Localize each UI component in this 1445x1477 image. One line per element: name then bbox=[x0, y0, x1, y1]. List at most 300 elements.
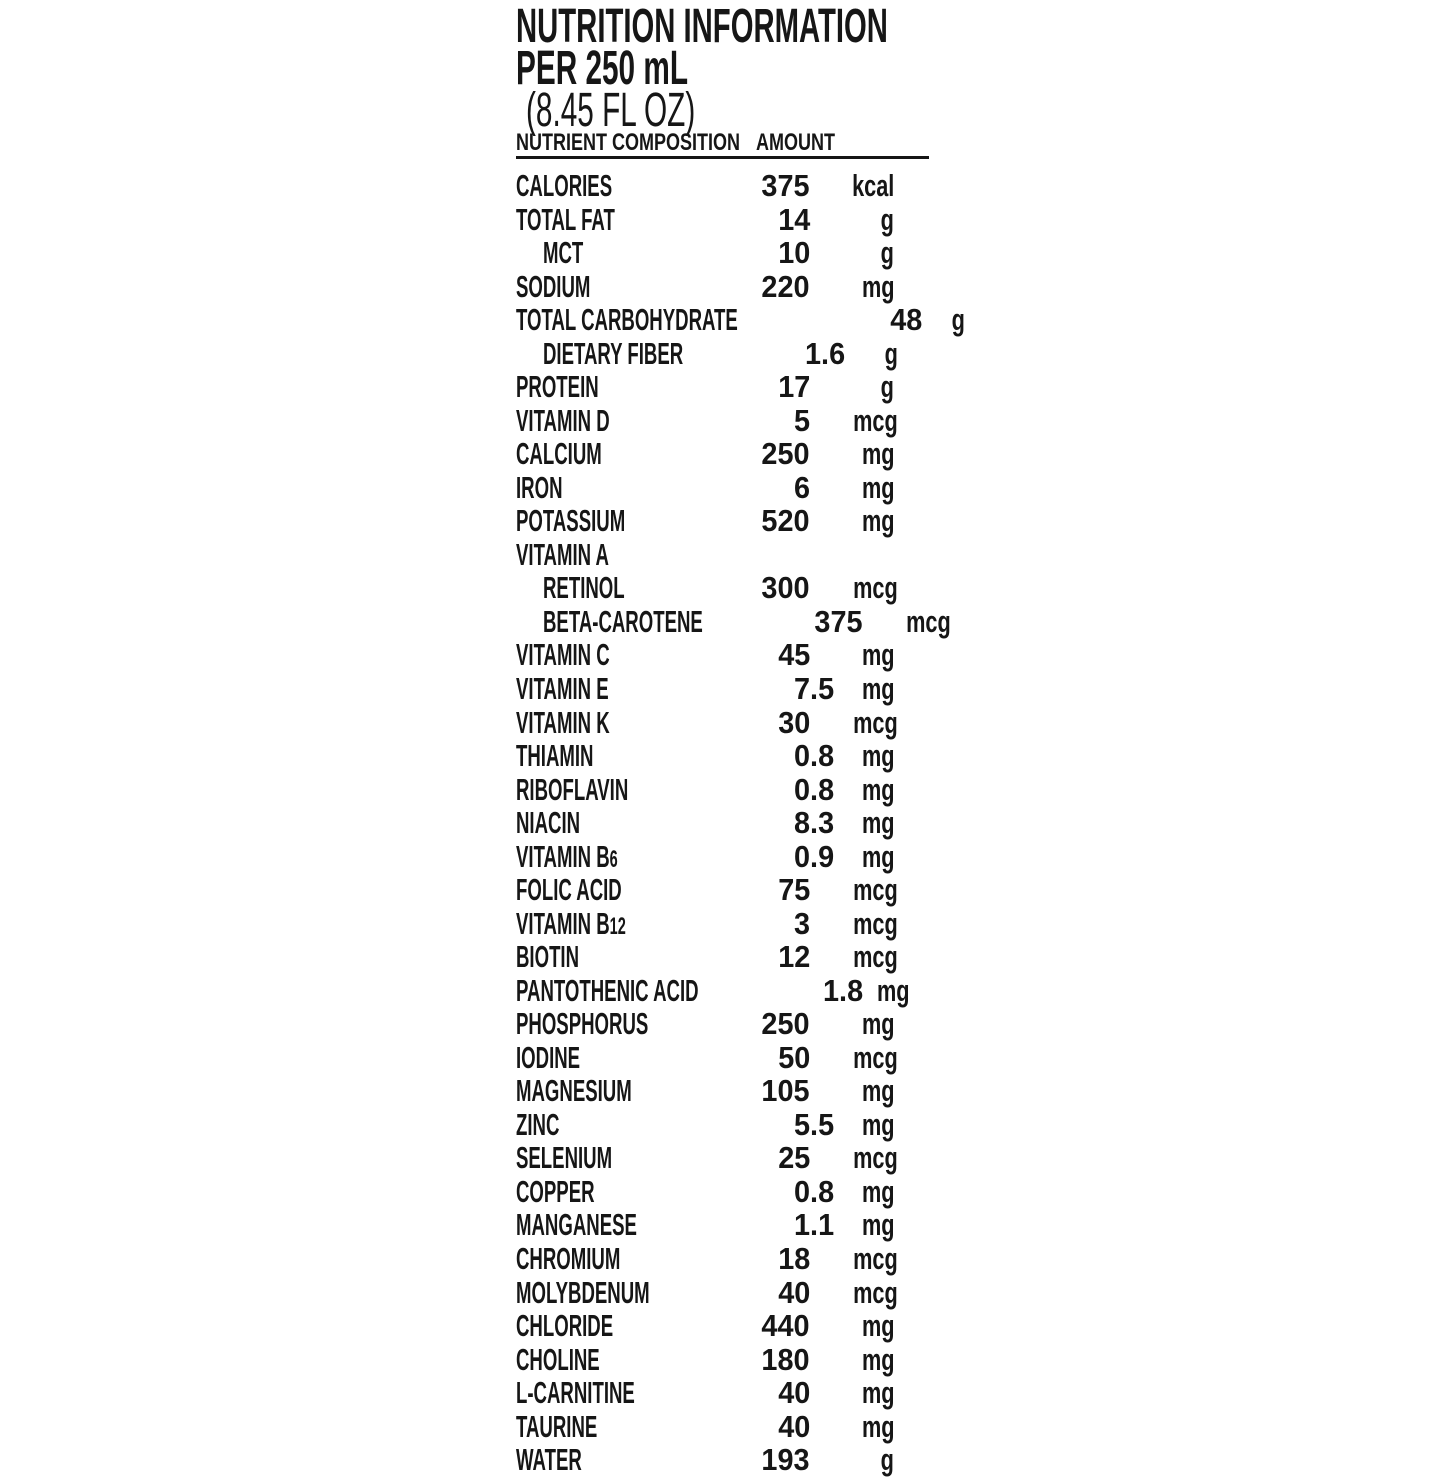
unit-cell bbox=[834, 1410, 894, 1444]
amount-cell bbox=[756, 471, 834, 505]
nutrient-label: VITAMIN B12 bbox=[516, 905, 626, 941]
nutrient-label-cell bbox=[516, 1007, 756, 1041]
unit-cell bbox=[834, 905, 898, 941]
unit-cell bbox=[834, 1443, 894, 1477]
table-row bbox=[516, 1108, 929, 1142]
row-right-pad bbox=[894, 169, 929, 203]
amount-value: 7.5 bbox=[793, 670, 834, 706]
unit-cell bbox=[834, 402, 898, 438]
unit-label: g bbox=[884, 335, 899, 371]
table-row bbox=[516, 504, 929, 538]
nutrient-label-cell bbox=[516, 1443, 756, 1477]
unit-cell bbox=[863, 974, 910, 1008]
amount-value: 0.8 bbox=[793, 738, 834, 774]
row-right-pad bbox=[894, 940, 929, 974]
nutrient-label-cell bbox=[516, 270, 756, 304]
amount-value: 1.1 bbox=[793, 1207, 834, 1243]
row-right-pad bbox=[894, 1074, 929, 1108]
nutrient-label: PROTEIN bbox=[516, 369, 599, 405]
serving-size-line bbox=[516, 42, 929, 137]
unit-cell bbox=[834, 471, 894, 505]
unit-label: mg bbox=[861, 1106, 894, 1142]
unit-label: mg bbox=[861, 838, 894, 874]
amount-cell bbox=[756, 1276, 834, 1310]
unit-label: mg bbox=[861, 1006, 894, 1042]
row-right-pad bbox=[894, 538, 929, 572]
row-right-pad bbox=[894, 203, 929, 237]
table-row bbox=[516, 471, 929, 505]
table-row bbox=[516, 538, 929, 572]
row-right-pad bbox=[894, 873, 929, 907]
unit-label: g bbox=[880, 1442, 894, 1477]
table-row bbox=[516, 940, 929, 974]
row-right-pad bbox=[894, 773, 929, 807]
table-row bbox=[516, 1276, 929, 1310]
nutrient-label: CALCIUM bbox=[516, 436, 602, 472]
nutrient-label: PANTOTHENIC ACID bbox=[516, 972, 699, 1008]
nutrient-label: CHOLINE bbox=[516, 1341, 600, 1377]
amount-cell bbox=[756, 203, 834, 237]
unit-cell bbox=[834, 203, 894, 237]
unit-label: mg bbox=[861, 1375, 894, 1411]
nutrient-label-cell bbox=[516, 706, 756, 740]
nutrient-label: BETA-CAROTENE bbox=[543, 603, 703, 639]
amount-cell bbox=[756, 1007, 834, 1041]
amount-value: 375 bbox=[814, 603, 863, 639]
amount-value: 1.8 bbox=[823, 972, 864, 1008]
nutrient-label-cell bbox=[516, 1343, 756, 1377]
nutrient-label: BIOTIN bbox=[516, 939, 580, 975]
unit-label: mcg bbox=[853, 402, 898, 438]
nutrient-label-cell bbox=[516, 236, 756, 270]
table-row bbox=[516, 1007, 929, 1041]
table-row bbox=[516, 302, 965, 338]
nutrient-label: ZINC bbox=[516, 1106, 560, 1142]
row-right-pad bbox=[894, 1108, 929, 1142]
unit-cell bbox=[834, 169, 894, 203]
table-row bbox=[516, 873, 929, 907]
unit-label: mg bbox=[861, 469, 894, 505]
nutrient-label-cell bbox=[516, 1041, 756, 1075]
amount-cell bbox=[756, 1343, 834, 1377]
unit-label: mg bbox=[861, 1073, 894, 1109]
nutrient-label: VITAMIN C bbox=[516, 637, 610, 673]
unit-cell bbox=[834, 370, 894, 404]
unit-label: mcg bbox=[853, 905, 898, 941]
amount-value: 10 bbox=[777, 235, 810, 271]
table-row bbox=[516, 236, 929, 270]
nutrient-label: MAGNESIUM bbox=[516, 1073, 632, 1109]
unit-cell bbox=[834, 1140, 898, 1176]
unit-cell bbox=[834, 437, 894, 471]
unit-label: mcg bbox=[906, 603, 951, 639]
amount-value: 8.3 bbox=[793, 805, 834, 841]
amount-cell bbox=[809, 605, 887, 639]
amount-cell bbox=[756, 504, 834, 538]
table-row bbox=[516, 672, 929, 706]
nutrient-label-cell bbox=[516, 873, 756, 907]
table-row bbox=[516, 1074, 929, 1108]
amount-cell bbox=[756, 1208, 834, 1242]
unit-cell bbox=[834, 1039, 898, 1075]
row-right-pad bbox=[894, 1175, 929, 1209]
amount-value: 17 bbox=[777, 369, 810, 405]
table-row bbox=[516, 974, 929, 1008]
unit-label: kcal bbox=[852, 168, 895, 203]
nutrient-label-cell bbox=[516, 773, 756, 807]
nutrient-label-cell bbox=[516, 471, 756, 505]
nutrient-label: SELENIUM bbox=[516, 1140, 613, 1176]
row-right-pad bbox=[894, 1410, 929, 1444]
amount-cell bbox=[756, 1443, 834, 1477]
unit-cell bbox=[834, 1208, 894, 1242]
column-header-amount: AMOUNT bbox=[756, 129, 835, 156]
table-row bbox=[516, 1208, 929, 1242]
nutrient-label: IODINE bbox=[516, 1039, 581, 1075]
unit-cell bbox=[834, 872, 898, 908]
amount-value: 40 bbox=[777, 1375, 810, 1411]
row-right-pad bbox=[910, 974, 929, 1008]
nutrient-label: MCT bbox=[543, 235, 584, 271]
unit-cell bbox=[845, 337, 898, 371]
amount-cell bbox=[756, 907, 834, 941]
row-right-pad bbox=[894, 672, 929, 706]
table-row bbox=[516, 1041, 929, 1075]
nutrient-label-cell bbox=[516, 571, 756, 605]
amount-value: 6 bbox=[793, 469, 810, 505]
nutrient-label: COPPER bbox=[516, 1173, 595, 1209]
row-right-pad bbox=[894, 907, 929, 941]
nutrient-label-cell bbox=[516, 1074, 756, 1108]
row-right-pad bbox=[894, 739, 929, 773]
nutrient-label: POTASSIUM bbox=[516, 503, 626, 539]
unit-label: mcg bbox=[853, 872, 898, 908]
table-row bbox=[516, 907, 929, 941]
column-header-nutrient: NUTRIENT COMPOSITION bbox=[516, 129, 741, 156]
row-right-pad bbox=[894, 404, 929, 438]
vitamin-b-subscript: 12 bbox=[609, 912, 626, 940]
amount-value: 5 bbox=[793, 402, 810, 438]
amount-cell bbox=[820, 974, 863, 1008]
unit-label: mg bbox=[861, 805, 894, 841]
row-right-pad bbox=[894, 1141, 929, 1175]
amount-value: 45 bbox=[777, 637, 810, 673]
unit-cell bbox=[834, 270, 894, 304]
row-right-pad bbox=[894, 1343, 929, 1377]
nutrient-label-cell bbox=[516, 605, 809, 639]
unit-label: mg bbox=[861, 1408, 894, 1444]
nutrient-label-cell bbox=[516, 739, 756, 773]
row-right-pad bbox=[894, 1041, 929, 1075]
unit-cell bbox=[834, 1376, 894, 1410]
serving-size-light: (8.45 FL OZ) bbox=[526, 84, 696, 137]
unit-cell bbox=[834, 570, 898, 606]
nutrient-label: MANGANESE bbox=[516, 1207, 637, 1243]
nutrient-label: VITAMIN B6 bbox=[516, 838, 618, 874]
table-row bbox=[516, 370, 929, 404]
amount-cell bbox=[756, 404, 834, 438]
amount-cell bbox=[756, 940, 834, 974]
table-row bbox=[516, 706, 929, 740]
nutrient-label-cell bbox=[516, 1309, 756, 1343]
amount-value: 40 bbox=[777, 1408, 810, 1444]
nutrient-label-cell bbox=[516, 1141, 756, 1175]
table-row bbox=[516, 1443, 929, 1477]
unit-cell bbox=[834, 1274, 898, 1310]
row-right-pad bbox=[894, 370, 929, 404]
row-right-pad bbox=[894, 1376, 929, 1410]
unit-cell bbox=[834, 1309, 894, 1343]
unit-cell bbox=[834, 1108, 894, 1142]
table-row bbox=[516, 1309, 929, 1343]
unit-label: mcg bbox=[853, 570, 898, 606]
nutrient-label-cell bbox=[516, 806, 756, 840]
nutrient-label: TOTAL CARBOHYDRATE bbox=[516, 302, 738, 338]
unit-label: g bbox=[880, 235, 894, 271]
table-row bbox=[516, 404, 929, 438]
amount-cell bbox=[886, 303, 946, 337]
amount-cell bbox=[756, 1074, 834, 1108]
amount-value: 12 bbox=[777, 939, 810, 975]
amount-cell bbox=[777, 337, 846, 371]
unit-label: mg bbox=[861, 503, 894, 539]
unit-label: g bbox=[880, 201, 894, 237]
amount-cell bbox=[756, 1410, 834, 1444]
nutrient-label: MOLYBDENUM bbox=[516, 1274, 650, 1310]
unit-cell bbox=[834, 840, 894, 874]
nutrient-label-cell bbox=[516, 538, 756, 572]
unit-label: mcg bbox=[853, 1241, 898, 1276]
amount-value: 3 bbox=[793, 905, 810, 941]
amount-cell bbox=[756, 571, 834, 605]
amount-value: 300 bbox=[761, 570, 810, 606]
nutrient-label-cell bbox=[516, 1376, 756, 1410]
table-row bbox=[516, 1175, 929, 1209]
amount-value: 180 bbox=[761, 1341, 810, 1377]
table-row bbox=[516, 1242, 929, 1276]
amount-value: 18 bbox=[777, 1241, 810, 1276]
nutrient-label: WATER bbox=[516, 1442, 582, 1477]
nutrient-label-cell bbox=[516, 1410, 756, 1444]
amount-cell bbox=[756, 1108, 834, 1142]
nutrient-label: RETINOL bbox=[543, 570, 625, 606]
unit-cell bbox=[834, 504, 894, 538]
vitamin-b-subscript: 6 bbox=[609, 845, 618, 873]
amount-cell bbox=[756, 1041, 834, 1075]
amount-value: 193 bbox=[761, 1442, 810, 1477]
nutrient-label-cell bbox=[516, 672, 756, 706]
row-right-pad bbox=[894, 236, 929, 270]
unit-cell bbox=[834, 1175, 894, 1209]
nutrient-label-cell bbox=[516, 169, 756, 203]
table-row bbox=[516, 169, 929, 203]
amount-cell bbox=[756, 873, 834, 907]
table-row bbox=[516, 1343, 929, 1377]
header-divider-rule bbox=[516, 156, 929, 159]
amount-value: 40 bbox=[777, 1274, 810, 1310]
amount-value: 105 bbox=[761, 1073, 810, 1109]
amount-cell bbox=[756, 538, 834, 572]
unit-cell bbox=[834, 236, 894, 270]
amount-value: 0.9 bbox=[793, 838, 834, 874]
unit-cell bbox=[834, 538, 894, 572]
table-row bbox=[516, 806, 929, 840]
nutrient-label: DIETARY FIBER bbox=[543, 335, 684, 371]
amount-value: 220 bbox=[761, 268, 810, 304]
amount-cell bbox=[756, 672, 834, 706]
nutrient-label: SODIUM bbox=[516, 268, 591, 304]
serving-size-bold: PER 250 mL bbox=[516, 42, 689, 95]
table-row bbox=[516, 1410, 929, 1444]
unit-label: mg bbox=[861, 268, 894, 304]
row-right-pad bbox=[894, 1443, 929, 1477]
amount-value: 25 bbox=[777, 1140, 810, 1176]
amount-cell bbox=[756, 806, 834, 840]
nutrient-label: CALORIES bbox=[516, 168, 613, 203]
nutrient-label: TOTAL FAT bbox=[516, 201, 615, 237]
table-row bbox=[516, 739, 929, 773]
amount-value: 30 bbox=[777, 704, 810, 740]
unit-label: mg bbox=[861, 1308, 894, 1344]
unit-label: mg bbox=[861, 1207, 894, 1243]
nutrient-label-cell bbox=[516, 370, 756, 404]
unit-label: mg bbox=[861, 738, 894, 774]
unit-label: g bbox=[880, 369, 894, 405]
table-row bbox=[516, 270, 929, 304]
unit-label: mg bbox=[877, 972, 910, 1008]
nutrient-label-cell bbox=[516, 337, 777, 371]
nutrient-label-cell bbox=[516, 1208, 756, 1242]
panel-title-text: NUTRITION INFORMATION bbox=[516, 0, 888, 53]
unit-label: mcg bbox=[853, 704, 898, 740]
table-row bbox=[516, 571, 929, 605]
unit-label: mg bbox=[861, 637, 894, 673]
nutrition-table bbox=[516, 168, 965, 1477]
unit-label: mg bbox=[861, 771, 894, 807]
nutrient-label: FOLIC ACID bbox=[516, 872, 622, 908]
nutrient-label: TAURINE bbox=[516, 1408, 598, 1444]
unit-cell bbox=[834, 806, 894, 840]
unit-cell bbox=[834, 672, 894, 706]
table-row bbox=[516, 203, 929, 237]
unit-label: mcg bbox=[853, 939, 898, 975]
amount-value: 50 bbox=[777, 1039, 810, 1075]
amount-value: 375 bbox=[761, 168, 810, 203]
row-right-pad bbox=[894, 1309, 929, 1343]
nutrient-label-cell bbox=[516, 203, 756, 237]
table-row bbox=[516, 603, 951, 639]
amount-cell bbox=[756, 773, 834, 807]
nutrient-label-cell bbox=[516, 504, 756, 538]
amount-cell bbox=[756, 706, 834, 740]
row-right-pad bbox=[894, 806, 929, 840]
nutrient-label-cell bbox=[516, 404, 756, 438]
table-row bbox=[516, 437, 929, 471]
unit-label: mg bbox=[861, 1173, 894, 1209]
amount-value: 75 bbox=[777, 872, 810, 908]
row-right-pad bbox=[898, 337, 929, 371]
unit-cell bbox=[834, 739, 894, 773]
unit-label: mg bbox=[861, 670, 894, 706]
amount-value: 1.6 bbox=[805, 335, 846, 371]
row-right-pad bbox=[894, 638, 929, 672]
amount-cell bbox=[756, 1376, 834, 1410]
row-right-pad bbox=[894, 270, 929, 304]
table-row bbox=[516, 638, 929, 672]
row-right-pad bbox=[894, 437, 929, 471]
amount-cell bbox=[756, 1141, 834, 1175]
nutrient-label: VITAMIN K bbox=[516, 704, 610, 740]
amount-cell bbox=[756, 638, 834, 672]
amount-value: 0.8 bbox=[793, 1173, 834, 1209]
row-right-pad bbox=[894, 1276, 929, 1310]
nutrient-label-cell bbox=[516, 974, 820, 1008]
amount-value: 48 bbox=[889, 302, 922, 338]
unit-cell bbox=[946, 303, 965, 337]
nutrient-label: NIACIN bbox=[516, 805, 581, 841]
nutrient-label: L-CARNITINE bbox=[516, 1375, 635, 1411]
unit-label: g bbox=[951, 302, 965, 338]
unit-label: mcg bbox=[853, 1274, 898, 1310]
nutrient-label: VITAMIN A bbox=[516, 536, 609, 572]
nutrient-label: CHLORIDE bbox=[516, 1308, 614, 1344]
nutrient-label-cell bbox=[516, 303, 886, 337]
unit-cell bbox=[834, 1241, 898, 1276]
row-right-pad bbox=[894, 840, 929, 874]
amount-cell bbox=[756, 1309, 834, 1343]
unit-cell bbox=[887, 603, 951, 639]
nutrient-label-cell bbox=[516, 638, 756, 672]
amount-value: 250 bbox=[761, 436, 810, 472]
row-right-pad bbox=[894, 504, 929, 538]
row-right-pad bbox=[894, 1208, 929, 1242]
row-right-pad bbox=[894, 571, 929, 605]
nutrient-label-cell bbox=[516, 437, 756, 471]
amount-cell bbox=[756, 270, 834, 304]
unit-cell bbox=[834, 773, 894, 807]
unit-cell bbox=[834, 939, 898, 975]
table-row bbox=[516, 840, 929, 874]
table-row bbox=[516, 773, 929, 807]
amount-value: 440 bbox=[761, 1308, 810, 1344]
row-right-pad bbox=[894, 1007, 929, 1041]
column-headers bbox=[516, 129, 929, 156]
unit-cell bbox=[834, 1343, 894, 1377]
row-right-pad bbox=[894, 471, 929, 505]
amount-value: 520 bbox=[761, 503, 810, 539]
table-row bbox=[516, 1141, 929, 1175]
unit-cell bbox=[834, 638, 894, 672]
nutrient-label-cell bbox=[516, 1276, 756, 1310]
amount-cell bbox=[756, 169, 834, 203]
unit-cell bbox=[834, 704, 898, 740]
nutrient-label-cell bbox=[516, 1242, 756, 1276]
nutrient-label: CHROMIUM bbox=[516, 1241, 621, 1276]
amount-cell bbox=[756, 840, 834, 874]
nutrient-label: IRON bbox=[516, 469, 563, 505]
amount-value: 14 bbox=[777, 201, 810, 237]
amount-cell bbox=[756, 437, 834, 471]
unit-label: mcg bbox=[853, 1039, 898, 1075]
label-sheet bbox=[516, 0, 965, 1477]
amount-value: 0.8 bbox=[793, 771, 834, 807]
unit-cell bbox=[834, 1007, 894, 1041]
nutrient-label-cell bbox=[516, 940, 756, 974]
nutrient-label-cell bbox=[516, 840, 756, 874]
unit-label: mcg bbox=[853, 1140, 898, 1176]
unit-cell bbox=[834, 1074, 894, 1108]
amount-cell bbox=[756, 370, 834, 404]
